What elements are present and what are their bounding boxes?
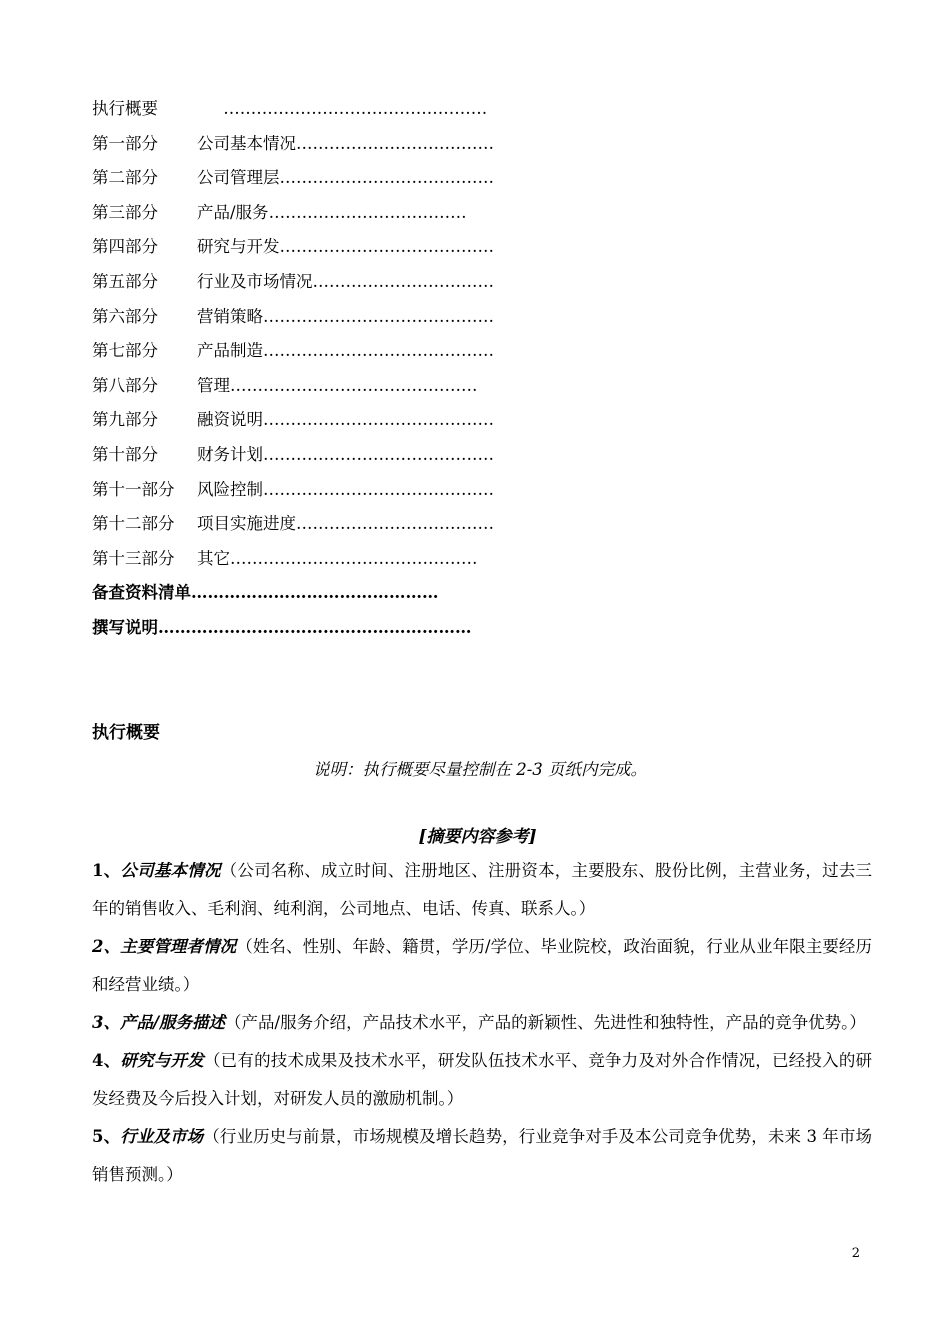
toc-row[interactable] bbox=[92, 199, 612, 234]
toc-leader-dots: ………………………………… bbox=[279, 237, 494, 257]
toc-leader-dots: ………………………………………………… bbox=[158, 617, 472, 637]
toc-row[interactable] bbox=[92, 337, 612, 372]
item-lead bbox=[92, 1051, 204, 1070]
toc-section-number: 第十三部分 bbox=[92, 548, 175, 568]
item-lead bbox=[92, 861, 221, 880]
toc-row[interactable] bbox=[92, 303, 612, 338]
toc-section-title: 公司基本情况 bbox=[197, 133, 296, 153]
reference-title: [摘要内容参考] bbox=[418, 827, 537, 847]
item-body: （行业历史与前景，市场规模及增长趋势，行业竞争对手及本公司竞争优势，未来 3 年市场销售预测。） bbox=[92, 1127, 873, 1184]
toc-section-title: 项目实施进度 bbox=[197, 514, 296, 534]
summary-item bbox=[92, 1042, 872, 1118]
toc-leader-dots: ………………………………… bbox=[279, 168, 494, 188]
item-title: 研究与开发 bbox=[120, 1051, 204, 1070]
toc-row[interactable] bbox=[92, 441, 612, 476]
toc-row[interactable] bbox=[92, 476, 612, 511]
item-title: 公司基本情况 bbox=[120, 861, 221, 880]
toc-section-number: 第三部分 bbox=[92, 202, 158, 222]
toc-section-title: 营销策略 bbox=[197, 306, 263, 326]
item-body: （已有的技术成果及技术水平，研发队伍技术水平、竞争力及对外合作情况，已经投入的研发经费及今后投入计划，对研发人员的激励机制。） bbox=[92, 1051, 873, 1108]
toc-section-title: 财务计划 bbox=[197, 444, 263, 464]
toc-leader-dots: …………………………………… bbox=[263, 444, 494, 464]
toc-leader-dots: ……………………………………… bbox=[191, 583, 439, 603]
toc-row[interactable] bbox=[92, 268, 612, 303]
toc-section-number: 第十一部分 bbox=[92, 479, 175, 499]
item-title: 主要管理者情况 bbox=[120, 937, 237, 956]
summary-item bbox=[92, 1118, 872, 1194]
item-number: 3、 bbox=[92, 1013, 120, 1032]
toc-section-title: 产品制造 bbox=[197, 341, 263, 361]
toc-section-number: 第十二部分 bbox=[92, 514, 175, 534]
toc-row[interactable] bbox=[92, 372, 612, 407]
section-heading: 执行概要 bbox=[92, 723, 160, 743]
toc-appendix-title: 备查资料清单 bbox=[92, 583, 191, 603]
toc-leader-dots: ……………………………………… bbox=[230, 548, 478, 568]
toc-writing-guide-title: 撰写说明 bbox=[92, 617, 158, 637]
item-number: 4、 bbox=[92, 1051, 121, 1070]
toc-section-title: 融资说明 bbox=[197, 410, 263, 430]
item-number: 2、 bbox=[92, 937, 121, 956]
summary-item bbox=[92, 852, 872, 928]
toc-leader-dots: ……………………………… bbox=[296, 133, 494, 153]
item-lead bbox=[92, 1013, 225, 1032]
item-body: （姓名、性别、年龄、籍贯，学历/学位、毕业院校，政治面貌，行业从业年限主要经历和经营业绩。） bbox=[92, 937, 873, 994]
toc-section-number: 第四部分 bbox=[92, 237, 158, 257]
item-body: （公司名称、成立时间、注册地区、注册资本，主要股东、股份比例，主营业务，过去三年的销售收入、毛利润、纯利润，公司地点、电话、传真、联系人。） bbox=[92, 861, 873, 918]
summary-item bbox=[92, 1004, 872, 1042]
toc-leader-dots: …………………………… bbox=[312, 271, 494, 291]
toc-section-number: 第二部分 bbox=[92, 168, 158, 188]
toc-row[interactable] bbox=[92, 510, 612, 545]
toc-row[interactable] bbox=[92, 130, 612, 165]
item-title: 产品/服务描述 bbox=[119, 1013, 226, 1032]
toc-row-appendix[interactable] bbox=[92, 579, 612, 614]
toc-row[interactable] bbox=[92, 406, 612, 441]
toc-leader-dots: ……………………………… bbox=[268, 202, 467, 222]
toc-section-number: 第六部分 bbox=[92, 306, 158, 326]
summary-items bbox=[92, 852, 872, 1194]
toc-leader-dots: …………………………………… bbox=[263, 410, 494, 430]
toc-section-title: 公司管理层 bbox=[197, 168, 280, 188]
toc-leader-dots: …………………………………… bbox=[263, 341, 494, 361]
toc-section-title: 管理 bbox=[197, 375, 230, 395]
toc-leader-dots: ………………………………………… bbox=[197, 99, 488, 118]
toc-section-title: 其它 bbox=[197, 548, 230, 568]
item-body: （产品/服务介绍，产品技术水平，产品的新颖性、先进性和独特性，产品的竞争优势。） bbox=[225, 1013, 866, 1032]
toc-section-number: 第九部分 bbox=[92, 410, 158, 430]
toc-section-number: 第一部分 bbox=[92, 133, 158, 153]
toc-section-title: 风险控制 bbox=[197, 479, 263, 499]
toc-row[interactable] bbox=[92, 233, 612, 268]
item-lead bbox=[92, 937, 236, 956]
toc-section-number: 第五部分 bbox=[92, 271, 158, 291]
toc-leader-dots: ……………………………… bbox=[296, 514, 494, 534]
toc-section-number: 第八部分 bbox=[92, 375, 158, 395]
item-lead bbox=[92, 1127, 203, 1146]
section-note: 说明：执行概要尽量控制在 2-3 页纸内完成。 bbox=[312, 760, 648, 779]
toc-section-title: 行业及市场情况 bbox=[197, 271, 313, 291]
summary-item bbox=[92, 928, 872, 1004]
toc-leader-dots: ……………………………………… bbox=[230, 375, 478, 395]
toc-section-number: 执行概要 bbox=[92, 99, 158, 118]
table-of-contents bbox=[92, 95, 612, 649]
toc-leader-dots: …………………………………… bbox=[263, 306, 494, 326]
item-number: 5、 bbox=[92, 1127, 121, 1146]
toc-section-title: 研究与开发 bbox=[197, 237, 280, 257]
toc-row[interactable] bbox=[92, 545, 612, 580]
item-title: 行业及市场 bbox=[120, 1127, 204, 1146]
item-number: 1、 bbox=[92, 861, 121, 880]
toc-row-writing-guide[interactable] bbox=[92, 614, 612, 649]
toc-row[interactable] bbox=[92, 95, 612, 130]
toc-section-title: 产品/服务 bbox=[197, 202, 269, 222]
toc-section-number: 第七部分 bbox=[92, 341, 158, 361]
page-number: 2 bbox=[851, 1246, 860, 1261]
toc-row[interactable] bbox=[92, 164, 612, 199]
toc-section-number: 第十部分 bbox=[92, 444, 158, 464]
toc-leader-dots: …………………………………… bbox=[263, 479, 494, 499]
